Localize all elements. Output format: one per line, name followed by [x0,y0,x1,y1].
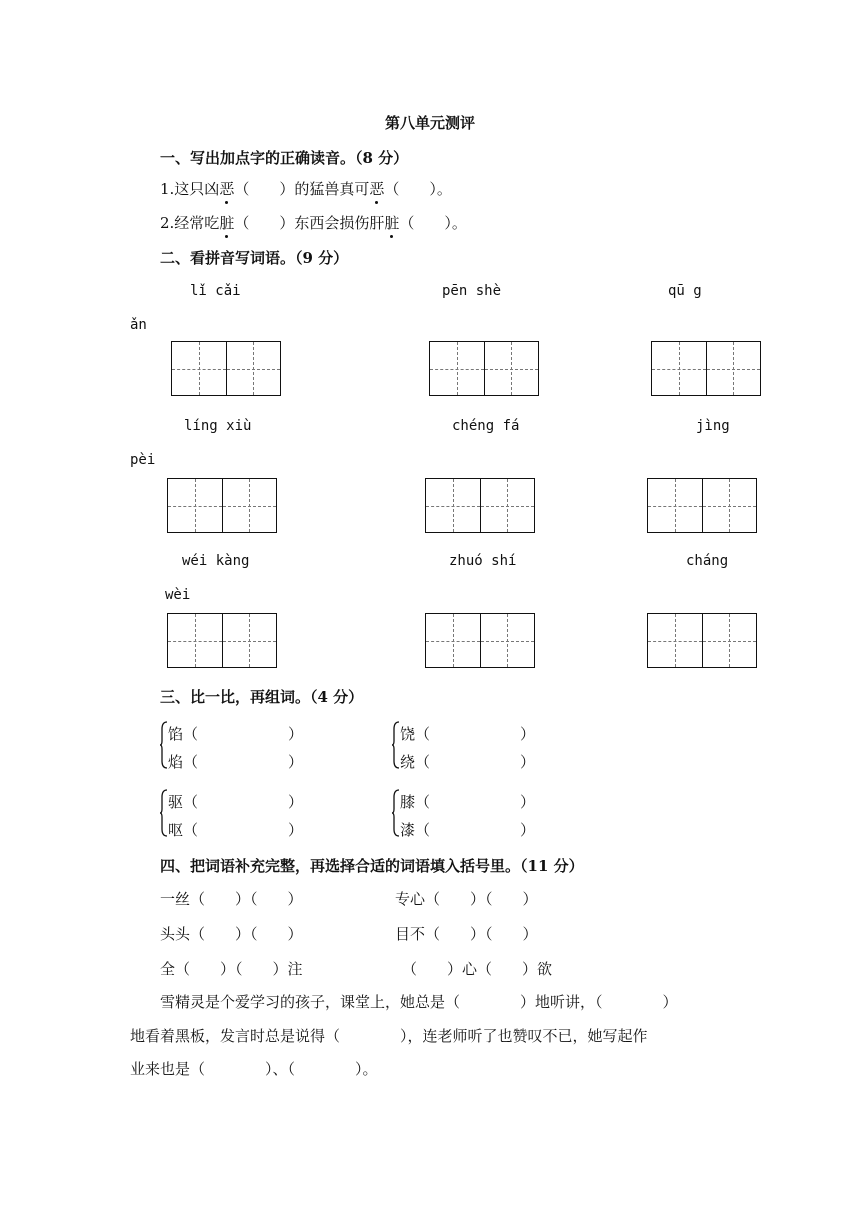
q2-text-b[interactable]: （ ）东西会损伤肝 [234,214,385,232]
section1-heading: 一、写出加点字的正确读音。（8 分） [160,149,409,167]
q1-text-c[interactable]: （ ）。 [384,180,452,198]
pinyin-3: qū g [668,283,702,299]
section3-heading: 三、比一比，再组词。（4 分） [160,688,364,706]
writing-grid[interactable] [167,478,277,533]
compare-word-7[interactable]: 膝（ ） [400,793,536,811]
idiom-5[interactable]: 全（ ）（ ）注 [160,960,303,978]
pinyin-8: zhuó shí [449,553,517,569]
writing-grid[interactable] [425,613,535,668]
section2-heading: 二、看拼音写词语。（9 分） [160,249,349,267]
idiom-4[interactable]: 目不（ ）（ ） [395,925,538,943]
q1-dotted-char-b: 恶 [369,180,385,198]
writing-grid[interactable] [425,478,535,533]
writing-grid[interactable] [651,341,761,396]
q2-text-c[interactable]: （ ）。 [399,214,467,232]
compare-word-8[interactable]: 漆（ ） [400,821,536,839]
q2-dotted-char-b: 脏 [384,214,400,232]
page-title: 第八单元测评 [384,114,475,132]
q1-dotted-char-a: 恶 [219,180,235,198]
pinyin-4: líng xiù [184,418,252,434]
q1-text-a: 1.这只凶 [160,180,220,198]
fill-paragraph-line-1[interactable]: 雪精灵是个爱学习的孩子，课堂上，她总是（ ）地听讲，（ ） [160,993,678,1011]
writing-grid[interactable] [167,613,277,668]
q1-text-b[interactable]: （ ）的猛兽真可 [234,180,370,198]
brace-icon [392,789,400,837]
brace-icon [160,789,168,837]
q2-text-a: 2.经常吃 [160,214,220,232]
compare-word-4[interactable]: 绕（ ） [400,753,536,771]
q2-dotted-char-a: 脏 [219,214,235,232]
fill-paragraph-line-2[interactable]: 地看着黑板，发言时总是说得（ ），连老师听了也赞叹不已，她写起作 [130,1027,648,1045]
pinyin-1: lǐ cǎi [190,283,241,299]
writing-grid[interactable] [647,613,757,668]
idiom-6[interactable]: （ ）心（ ）欲 [402,960,553,978]
fill-paragraph-line-3[interactable]: 业来也是（ ）、（ ）。 [130,1060,378,1078]
pinyin-9: cháng [686,553,729,569]
compare-word-2[interactable]: 焰（ ） [168,753,304,771]
pinyin-wrap-3: wèi [165,587,191,603]
writing-grid[interactable] [429,341,539,396]
pinyin-6: jìng [696,418,730,434]
brace-icon [392,721,400,769]
compare-word-1[interactable]: 馅（ ） [168,725,304,743]
pinyin-wrap-2: pèi [130,452,156,468]
compare-word-6[interactable]: 呕（ ） [168,821,304,839]
question-1-1 [160,178,452,199]
writing-grid[interactable] [647,478,757,533]
idiom-1[interactable]: 一丝（ ）（ ） [160,890,303,908]
writing-grid[interactable] [171,341,281,396]
question-1-2 [160,212,467,233]
pinyin-7: wéi kàng [182,553,250,569]
brace-icon [160,721,168,769]
compare-word-5[interactable]: 驱（ ） [168,793,304,811]
idiom-2[interactable]: 专心（ ）（ ） [395,890,538,908]
compare-word-3[interactable]: 饶（ ） [400,725,536,743]
idiom-3[interactable]: 头头（ ）（ ） [160,925,303,943]
pinyin-2: pēn shè [442,283,502,299]
section4-heading: 四、把词语补充完整，再选择合适的词语填入括号里。（11 分） [160,857,584,875]
pinyin-5: chéng fá [452,418,520,434]
pinyin-wrap-1: ǎn [130,317,147,333]
